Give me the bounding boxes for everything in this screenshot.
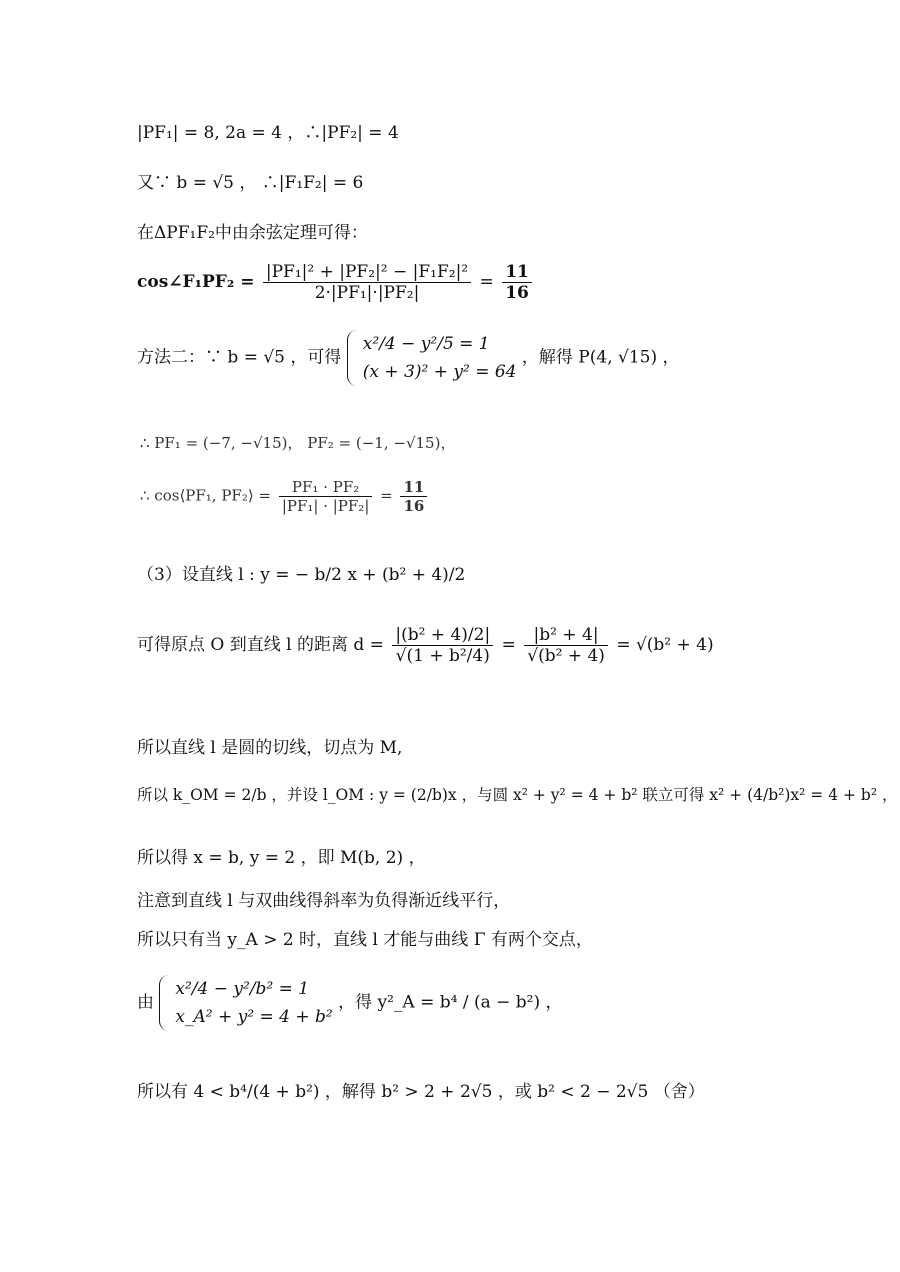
line-cosine-law-intro: 在ΔPF₁F₂中由余弦定理可得： — [137, 223, 368, 243]
line-method-two — [137, 330, 680, 386]
vector-cos-denominator: |PF₁| · |PF₂| — [281, 497, 370, 515]
distance-fraction-2 — [524, 625, 608, 666]
line-m-point: 所以得 x = b, y = 2 ，即 M(b, 2) ， — [137, 848, 426, 868]
line-final: 所以有 4 < b⁴/(4 + b²) ，解得 b² > 2 + 2√5 ，或 b² < 2 − 2√5 （舍） — [137, 1082, 705, 1102]
vector-cos-result — [400, 478, 427, 515]
distance-prefix: 可得原点 O 到直线 l 的距离 d = — [137, 635, 384, 655]
cos-numerator: |PF₁|² + |PF₂|² − |F₁F₂|² — [263, 262, 471, 283]
system-b-result: ，得 y²_A = b⁴ / (a − b²) ， — [338, 992, 563, 1013]
system-row-2: (x + 3)² + y² = 64 — [362, 362, 517, 382]
cos-denominator: 2·|PF₁|·|PF₂| — [314, 283, 420, 303]
system-b-brace — [159, 975, 170, 1031]
vector-cos-numerator: PF₁ · PF₂ — [279, 478, 373, 497]
cos-result-den: 16 — [505, 283, 529, 303]
vector-cos-fraction — [279, 478, 373, 515]
distance-f2-num: |b² + 4| — [524, 625, 608, 646]
cos-result — [502, 262, 532, 303]
method-two-result: ，解得 P(4, √15) ， — [521, 347, 680, 368]
distance-f1-num: |(b² + 4)/2| — [392, 625, 493, 646]
method-two-system — [347, 330, 517, 386]
line-cos-formula: cos∠F₁PF₂ = $\frac{\text{|PF₁|² + |PF₂|² − |F₁F₂|²}}{\text{2·|PF₁|·|PF₂|}}$ = $\frac{11}{16}$ — [137, 262, 535, 303]
system-b — [159, 975, 332, 1031]
system-row-1: x²/4 − y²/5 = 1 — [362, 334, 490, 354]
line-kom: 所以 k_OM = 2/b ，并设 l_OM : y = (2/b)x ，与圆 x² + y² = 4 + b² 联立可得 x² + (4/b²)x² = 4 + b² ， — [137, 786, 898, 804]
distance-f2-den: √(b² + 4) — [527, 646, 605, 666]
line-tangent: 所以直线 l 是圆的切线，切点为 M, — [137, 738, 403, 758]
system-b-row-2: x_A² + y² = 4 + b² — [175, 1007, 333, 1027]
line-system-b — [137, 975, 563, 1031]
line-vectors: ∴ PF₁ = (−7, −√15)， PF₂ = (−1, −√15)， — [140, 434, 456, 452]
vector-cos-result-num: 11 — [400, 478, 427, 497]
distance-fraction-1 — [392, 625, 493, 666]
vector-cos-result-den: 16 — [403, 497, 425, 515]
line-part-three: （3）设直线 l : y = − b/2 x + (b² + 4)/2 — [137, 565, 466, 585]
line-distance: 可得原点 O 到直线 l 的距离 d = $\frac{\text{|(b² + 4)/2|}}{\text{√(1 + b²/4)}}$ = $\frac{\text{|b² + 4|}}{\text{√(b² + 4)}}$ = √(b² + 4) — [137, 625, 714, 666]
system-b-prefix: 由 — [137, 992, 154, 1013]
line-asymptote: 注意到直线 l 与双曲线得斜率为负得渐近线平行， — [137, 891, 511, 911]
cos-fraction — [263, 262, 471, 303]
vector-cos-prefix: ∴ cos⟨PF₁, PF₂⟩ = — [140, 486, 272, 505]
distance-result: = √(b² + 4) — [616, 635, 714, 655]
line-two-intersections: 所以只有当 y_A > 2 时，直线 l 才能与曲线 Γ 有两个交点， — [137, 930, 593, 950]
distance-f1-den: √(1 + b²/4) — [395, 646, 490, 666]
cos-result-num: 11 — [502, 262, 532, 283]
line-vector-cos: ∴ cos⟨PF₁, PF₂⟩ = $\frac{\text{PF₁ · PF₂}}{\text{|PF₁| · |PF₂|}}$ = $\frac{11}{16}$ — [140, 478, 430, 515]
line-b-value: 又∵ b = √5 ， ∴|F₁F₂| = 6 — [137, 173, 364, 193]
line-pf1-value: |PF₁| = 8, 2a = 4 ，∴|PF₂| = 4 — [137, 123, 399, 143]
system-b-row-1: x²/4 − y²/b² = 1 — [175, 979, 310, 999]
cos-lhs: cos∠F₁PF₂ = — [137, 272, 255, 292]
system-brace — [347, 330, 358, 386]
method-two-prefix: 方法二：∵ b = √5 ，可得 — [137, 347, 342, 368]
